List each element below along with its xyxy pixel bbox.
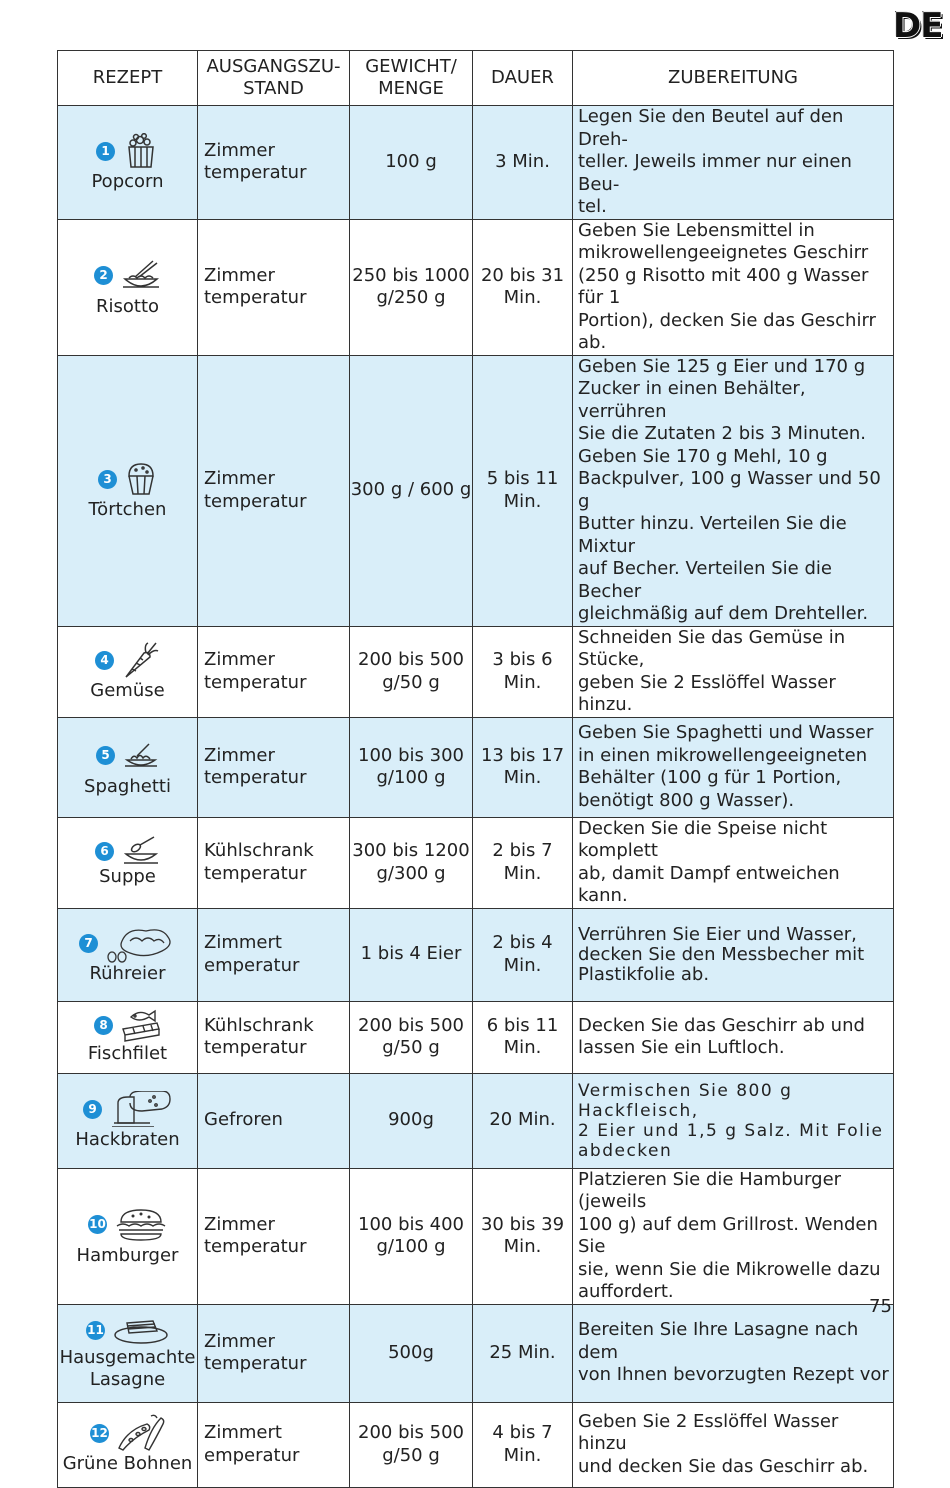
language-tag: DE xyxy=(893,6,943,46)
recipe-cell xyxy=(58,1168,198,1304)
table-row xyxy=(58,908,894,1001)
prep-cell: Decken Sie das Geschirr ab und lassen Sie ein Luftloch. xyxy=(573,1001,894,1073)
recipe-number-badge: 8 xyxy=(94,1016,113,1035)
recipe-name: Risotto xyxy=(95,295,160,317)
prep-cell: Legen Sie den Beutel auf den Dreh- teller. Jeweils immer nur einen Beu- tel. xyxy=(573,106,894,220)
header-state: AUSGANGSZU- STAND xyxy=(198,51,350,106)
state-cell: Zimmert emperatur xyxy=(198,1402,350,1487)
prep-cell: Platzieren Sie die Hamburger (jeweils 100 g) auf dem Grillrost. Wenden Sie sie, wenn Sie die Mikrowelle dazu auffordert. xyxy=(573,1168,894,1304)
prep-cell: Geben Sie 2 Esslöffel Wasser hinzu und decken Sie das Geschirr ab. xyxy=(573,1402,894,1487)
time-cell: 2 bis 4 Min. xyxy=(473,908,573,1001)
state-cell: Kühlschrank temperatur xyxy=(198,817,350,908)
recipe-cell xyxy=(58,1304,198,1402)
weight-cell: 1 bis 4 Eier xyxy=(350,908,473,1001)
weight-cell: 200 bis 500 g/50 g xyxy=(350,626,473,717)
fish-fillet-icon xyxy=(121,1009,161,1043)
weight-cell: 300 g / 600 g xyxy=(350,355,473,626)
time-cell: 30 bis 39 Min. xyxy=(473,1168,573,1304)
prep-cell: Geben Sie Spaghetti und Wasser in einen mikrowellengeeigneten Behälter (100 g für 1 Portion, benötigt 800 g Wasser). xyxy=(573,717,894,817)
weight-cell: 300 bis 1200 g/300 g xyxy=(350,817,473,908)
state-cell: Zimmer temperatur xyxy=(198,717,350,817)
recipe-name: Rühreier xyxy=(89,963,166,985)
recipe-name: Hausgemachte xyxy=(59,1346,196,1368)
weight-cell: 200 bis 500 g/50 g xyxy=(350,1402,473,1487)
recipe-number-badge: 1 xyxy=(96,142,115,161)
state-cell: Zimmert emperatur xyxy=(198,908,350,1001)
table-row xyxy=(58,219,894,355)
table-row xyxy=(58,1402,894,1487)
header-recipe: REZEPT xyxy=(58,51,198,106)
header-weight: GEWICHT/ MENGE xyxy=(350,51,473,106)
popcorn-icon xyxy=(123,133,159,169)
recipe-number-badge: 2 xyxy=(94,266,113,285)
recipe-name: Hackbraten xyxy=(75,1129,180,1151)
cupcake-icon xyxy=(125,462,157,496)
recipe-number-badge: 5 xyxy=(96,746,115,765)
recipe-cell xyxy=(58,1073,198,1168)
weight-cell: 250 bis 1000 g/250 g xyxy=(350,219,473,355)
table-row xyxy=(58,717,894,817)
soup-spoon-icon xyxy=(122,836,160,866)
time-cell: 13 bis 17 Min. xyxy=(473,717,573,817)
time-cell: 2 bis 7 Min. xyxy=(473,817,573,908)
recipe-name: Suppe xyxy=(99,866,156,888)
state-cell: Zimmer temperatur xyxy=(198,106,350,220)
recipe-cell xyxy=(58,1402,198,1487)
recipe-number-badge: 10 xyxy=(88,1215,107,1234)
recipe-cell xyxy=(58,219,198,355)
prep-cell: Verrühren Sie Eier und Wasser, decken Sie den Messbecher mit Plastikfolie ab. xyxy=(573,908,894,1001)
state-cell: Zimmer temperatur xyxy=(198,355,350,626)
carrot-icon xyxy=(122,641,160,679)
recipe-cell xyxy=(58,106,198,220)
table-row xyxy=(58,106,894,220)
recipe-number-badge: 4 xyxy=(95,651,114,670)
state-cell: Zimmer temperatur xyxy=(198,1304,350,1402)
recipe-cell xyxy=(58,817,198,908)
recipe-number-badge: 7 xyxy=(79,934,98,953)
weight-cell: 100 bis 400 g/100 g xyxy=(350,1168,473,1304)
time-cell: 20 bis 31 Min. xyxy=(473,219,573,355)
state-cell: Zimmer temperatur xyxy=(198,626,350,717)
recipe-number-badge: 11 xyxy=(86,1321,105,1340)
recipe-name: Törtchen xyxy=(88,499,167,521)
recipe-name: Fischfilet xyxy=(87,1042,168,1064)
weight-cell: 100 g xyxy=(350,106,473,220)
recipe-name-line2: Lasagne xyxy=(89,1369,166,1390)
time-cell: 5 bis 11 Min. xyxy=(473,355,573,626)
recipe-name: Spaghetti xyxy=(84,775,171,797)
header-time: DAUER xyxy=(473,51,573,106)
recipe-name: Hamburger xyxy=(76,1244,179,1266)
recipe-cell xyxy=(58,626,198,717)
table-row xyxy=(58,1168,894,1304)
table-row xyxy=(58,355,894,626)
state-cell: Gefroren xyxy=(198,1073,350,1168)
recipe-number-badge: 9 xyxy=(83,1100,102,1119)
prep-cell: Decken Sie die Speise nicht komplett ab, damit Dampf entweichen kann. xyxy=(573,817,894,908)
time-cell: 4 bis 7 Min. xyxy=(473,1402,573,1487)
recipe-name: Gemüse xyxy=(90,680,165,702)
table-row xyxy=(58,1073,894,1168)
page-number: 75 xyxy=(869,1296,892,1317)
recipe-cell xyxy=(58,908,198,1001)
recipe-cell xyxy=(58,717,198,817)
hamburger-icon xyxy=(115,1208,167,1242)
prep-cell: Bereiten Sie Ihre Lasagne nach dem von Ihnen bevorzugten Rezept vor xyxy=(573,1304,894,1402)
weight-cell: 200 bis 500 g/50 g xyxy=(350,1001,473,1073)
header-row xyxy=(58,51,894,106)
state-cell: Zimmer temperatur xyxy=(198,1168,350,1304)
header-prep: ZUBEREITUNG xyxy=(573,51,894,106)
weight-cell: 500g xyxy=(350,1304,473,1402)
weight-cell: 100 bis 300 g/100 g xyxy=(350,717,473,817)
recipe-name: Grüne Bohnen xyxy=(62,1453,193,1475)
table-row xyxy=(58,817,894,908)
table-row xyxy=(58,1304,894,1402)
recipe-number-badge: 12 xyxy=(90,1424,109,1443)
recipe-name: Popcorn xyxy=(91,171,164,192)
time-cell: 3 bis 6 Min. xyxy=(473,626,573,717)
prep-cell: Schneiden Sie das Gemüse in Stücke, geben Sie 2 Esslöffel Wasser hinzu. xyxy=(573,626,894,717)
recipe-cell xyxy=(58,355,198,626)
table-row xyxy=(58,1001,894,1073)
green-beans-icon xyxy=(117,1414,165,1452)
weight-cell: 900g xyxy=(350,1073,473,1168)
meatloaf-icon xyxy=(110,1091,172,1127)
recipe-cell xyxy=(58,1001,198,1073)
risotto-bowl-icon xyxy=(121,259,161,293)
lasagne-icon xyxy=(113,1317,169,1345)
prep-cell: Geben Sie 125 g Eier und 170 g Zucker in einen Behälter, verrühren Sie die Zutaten 2 bis 3 Minuten. Geben Sie 170 g Mehl, 10 g Backpulver, 100 g Wasser und 50 g Butter hinzu. Verteilen Sie die Mixtur auf Becher. Verteilen Sie die Becher gleichmäßig auf dem Drehteller. xyxy=(573,355,894,626)
prep-cell: Geben Sie Lebensmittel in mikrowellengeeignetes Geschirr (250 g Risotto mit 400 g Wasser für 1 Portion), decken Sie das Geschirr ab. xyxy=(573,219,894,355)
spaghetti-plate-icon xyxy=(123,740,159,772)
time-cell: 25 Min. xyxy=(473,1304,573,1402)
time-cell: 6 bis 11 Min. xyxy=(473,1001,573,1073)
recipe-number-badge: 3 xyxy=(98,470,117,489)
prep-cell: Vermischen Sie 800 g Hackfleisch, 2 Eier und 1,5 g Salz. Mit Folie abdecken xyxy=(573,1073,894,1168)
recipe-number-badge: 6 xyxy=(95,842,114,861)
time-cell: 20 Min. xyxy=(473,1073,573,1168)
state-cell: Kühlschrank temperatur xyxy=(198,1001,350,1073)
state-cell: Zimmer temperatur xyxy=(198,219,350,355)
scrambled-eggs-icon xyxy=(106,923,176,963)
time-cell: 3 Min. xyxy=(473,106,573,220)
recipe-table xyxy=(57,50,894,1488)
table-row xyxy=(58,626,894,717)
